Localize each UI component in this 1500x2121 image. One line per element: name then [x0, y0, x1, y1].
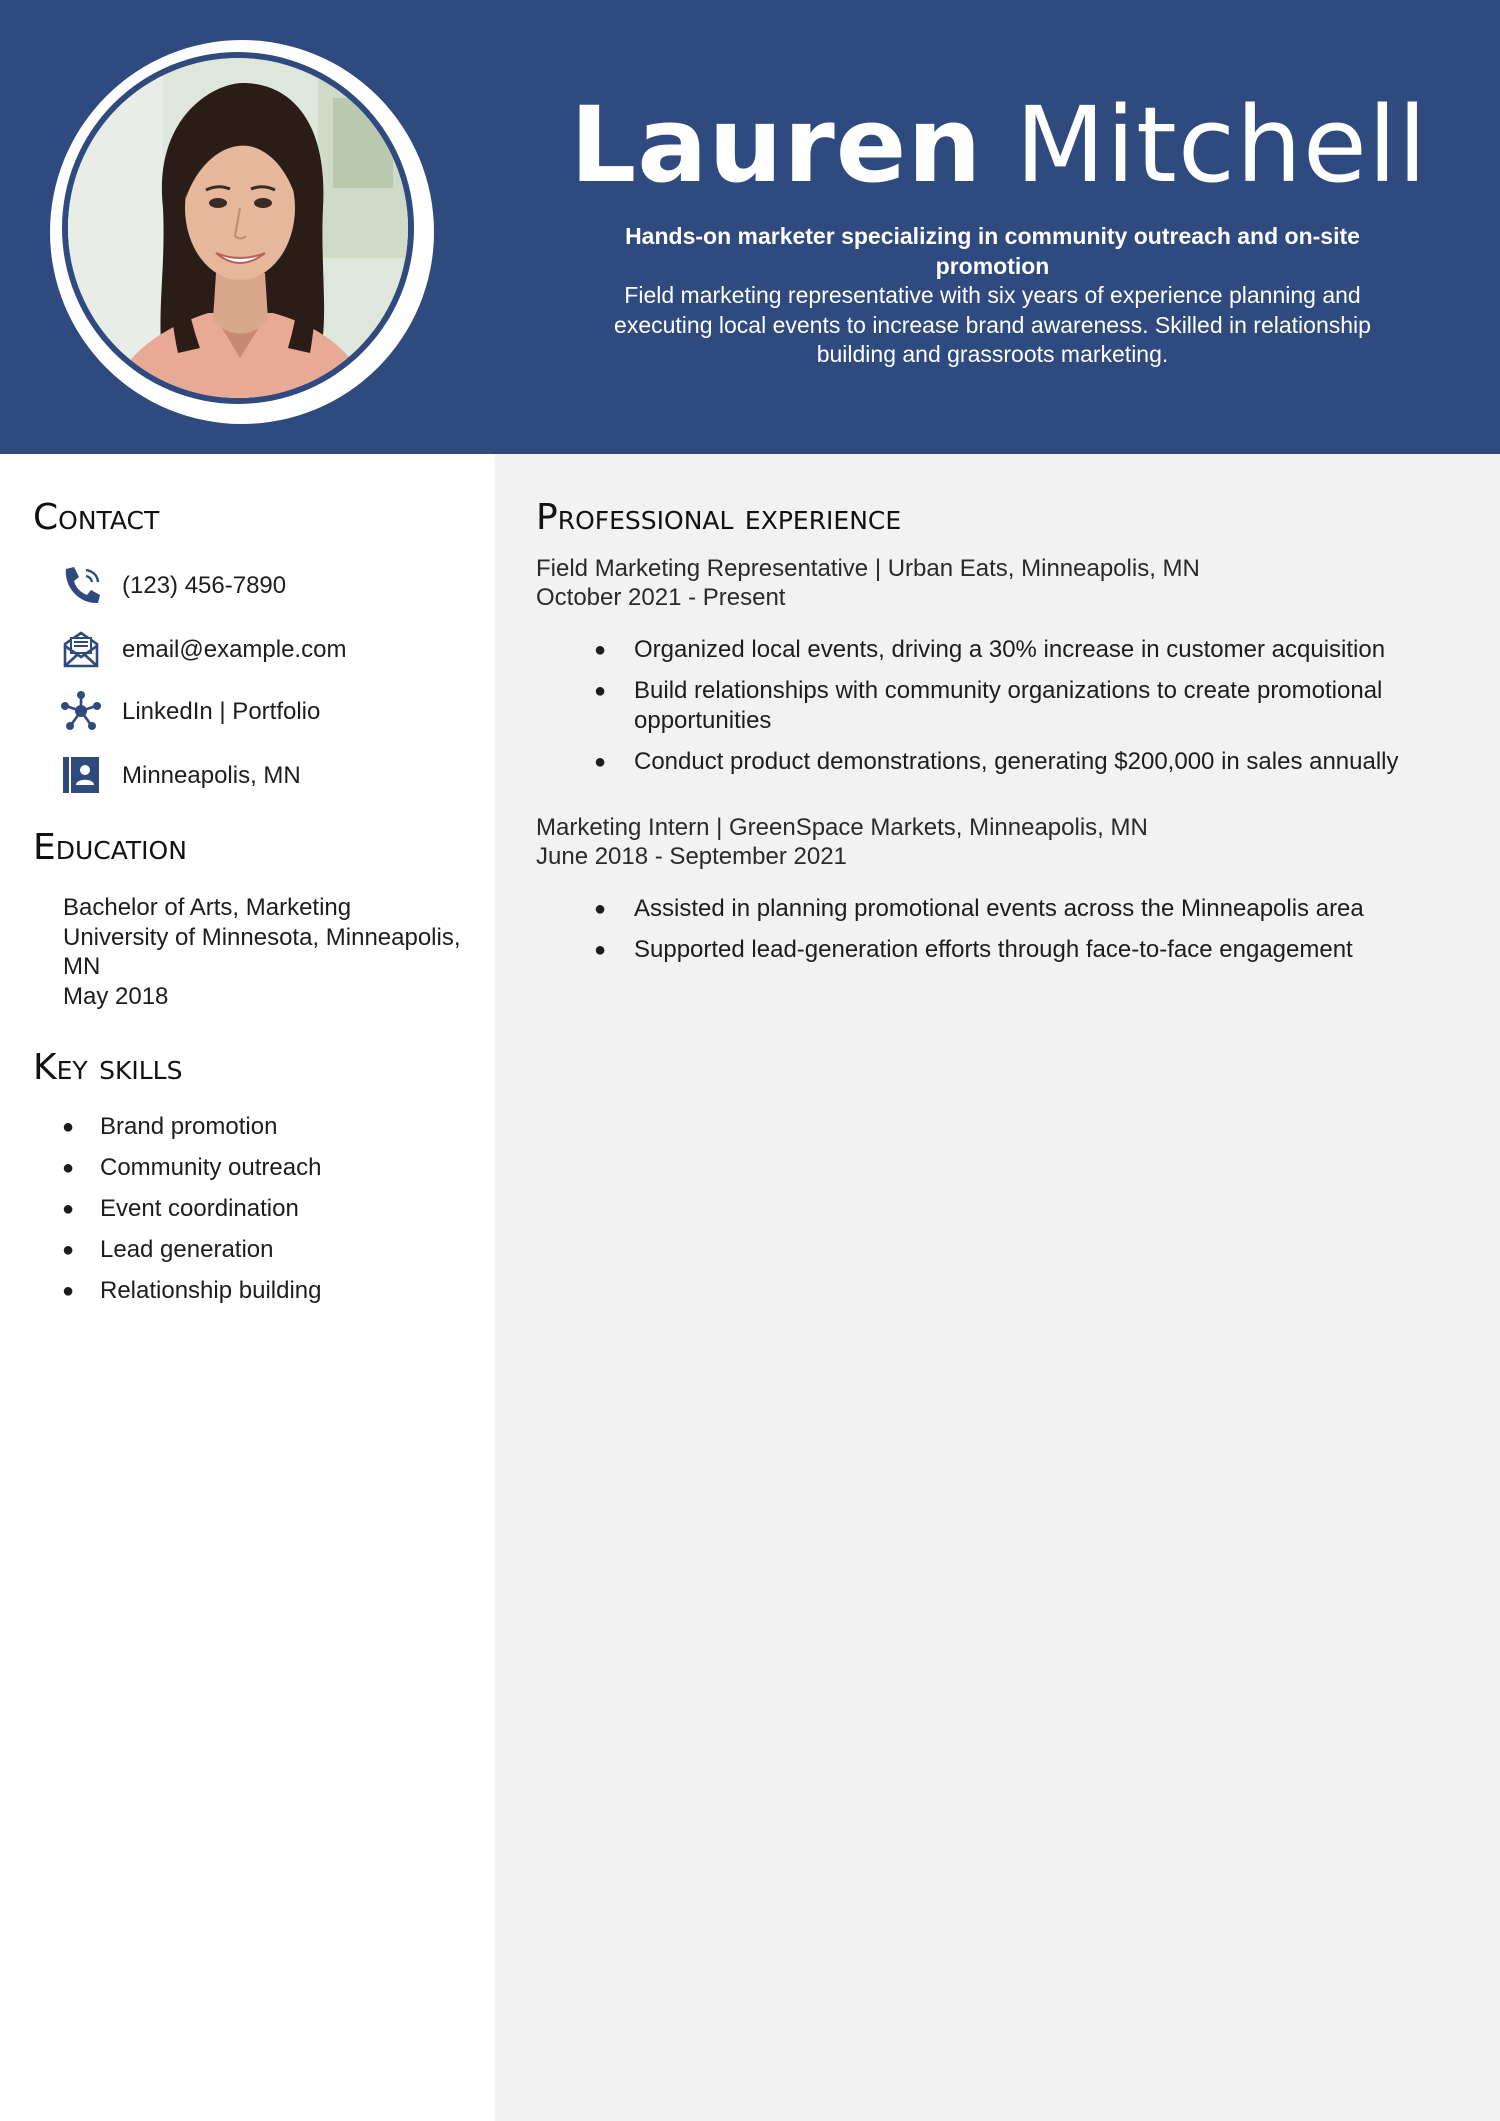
list-item: ● Community outreach — [62, 1154, 322, 1181]
experience-heading: Professional experience — [536, 497, 902, 538]
profile-photo-frame — [50, 40, 434, 424]
skills-list — [60, 1112, 480, 1317]
school: University of Minnesota, Minneapolis, MN — [63, 923, 461, 980]
list-item: ● Lead generation — [62, 1236, 274, 1263]
list-item: ● Build relationships with community organizations to create promotional opportunities — [594, 677, 1383, 734]
phone-number[interactable]: (123) 456-7890 — [122, 572, 287, 599]
list-item: ● Assisted in planning promotional events across the Minneapolis area — [594, 895, 1364, 922]
graduation-date: May 2018 — [63, 982, 169, 1010]
job-dates: October 2021 - Present — [536, 584, 786, 611]
list-item: ● Event coordination — [62, 1195, 299, 1222]
first-name: Lauren — [570, 84, 983, 206]
email-icon — [60, 628, 102, 670]
contact-heading: Contact — [33, 497, 160, 538]
list-item: ● Conduct product demonstrations, generating $200,000 in sales annually — [594, 748, 1399, 775]
education-heading: Education — [33, 827, 187, 868]
key-skills-heading: Key skills — [33, 1047, 183, 1088]
job-bullets — [592, 894, 1452, 976]
candidate-name — [570, 80, 1428, 210]
job-title-line: Field Marketing Representative | Urban Eats, Minneapolis, MN — [536, 555, 1200, 582]
job-title-line: Marketing Intern | GreenSpace Markets, Minneapolis, MN — [536, 814, 1148, 841]
education-entry — [63, 893, 483, 1011]
job-dates: June 2018 - September 2021 — [536, 843, 847, 870]
network-icon — [60, 690, 102, 732]
email-address[interactable]: email@example.com — [122, 636, 347, 663]
location: Minneapolis, MN — [122, 762, 301, 789]
contact-links — [60, 688, 480, 734]
degree: Bachelor of Arts, Marketing — [63, 894, 352, 921]
contact-location — [60, 752, 480, 798]
job-bullets — [592, 635, 1452, 788]
list-item: ● Relationship building — [62, 1277, 322, 1304]
linkedin-portfolio-links[interactable]: LinkedIn | Portfolio — [122, 698, 321, 725]
portrait-illustration — [68, 58, 408, 398]
list-item: ● Supported lead-generation efforts through face-to-face engagement — [594, 936, 1353, 963]
profile-photo — [68, 58, 408, 398]
header-banner — [0, 0, 1500, 454]
contact-card-icon — [60, 754, 102, 796]
summary: Field marketing representative with six years of experience planning and executing local events to increase brand awareness. Skilled in relationship building and grassroots marketing. — [614, 282, 1371, 367]
contact-phone — [60, 562, 480, 608]
phone-icon — [60, 564, 102, 606]
list-item: ● Brand promotion — [62, 1113, 278, 1140]
last-name: Mitchell — [1015, 84, 1428, 206]
headline: Hands-on marketer specializing in community outreach and on-site promotion — [625, 223, 1360, 279]
contact-email — [60, 626, 480, 672]
list-item: ● Organized local events, driving a 30% increase in customer acquisition — [594, 636, 1386, 663]
